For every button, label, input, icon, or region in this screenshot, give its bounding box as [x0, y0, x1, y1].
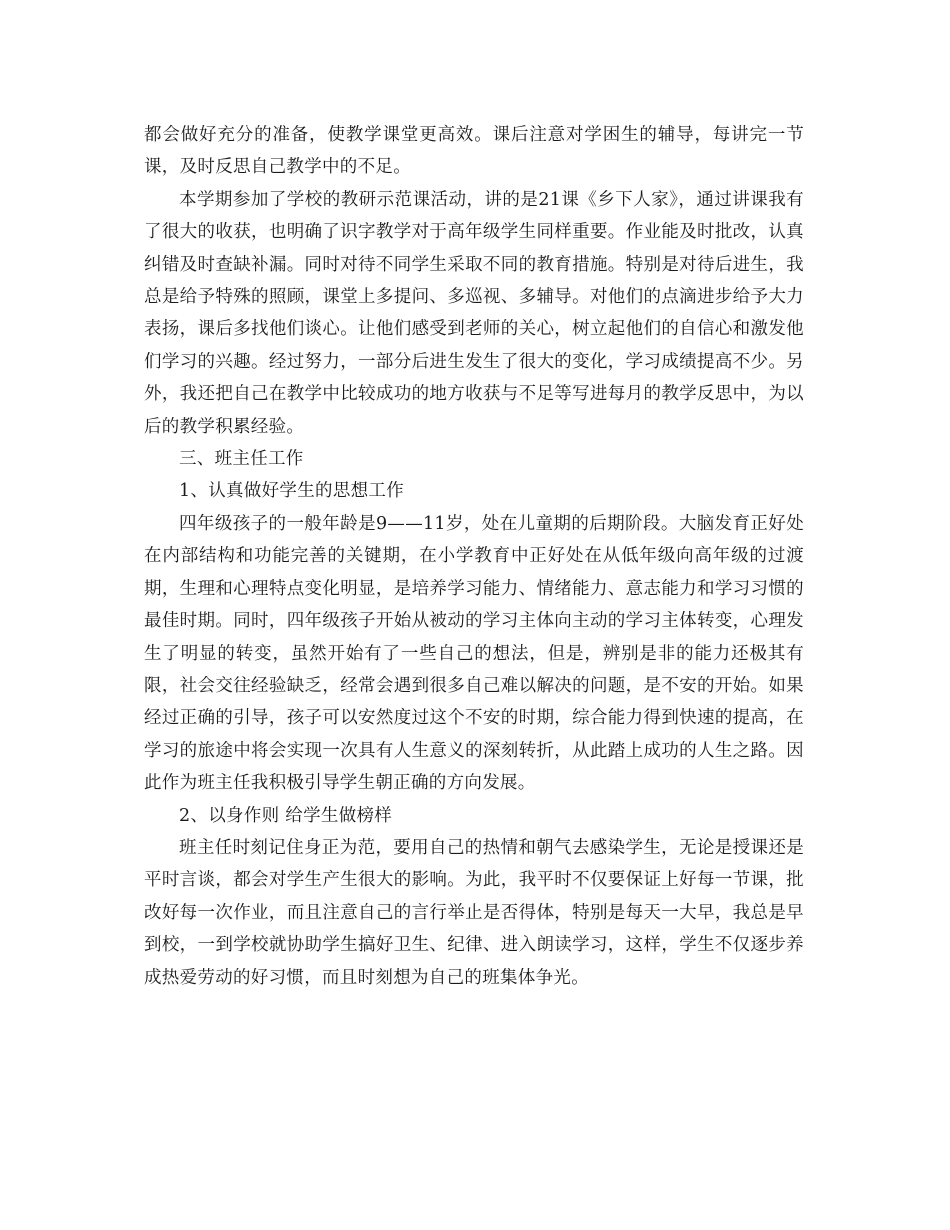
section-heading-class-teacher-work: 三、班主任工作: [179, 449, 304, 470]
subheading-lead-by-example: 2、以身作则 给学生做榜样: [179, 805, 393, 826]
paragraph-role-model: 班主任时刻记住身正为范，要用自己的热情和朝气去感染学生，无论是授课还是平时言谈，都会对学生产生很大的影响。为此，我平时不仅要保证上好每一节课，批改好每一次作业，而且注意自己的言行举止是否得体，特别是每天一大早，我总是早到校，一到学校就协助学生搞好卫生、纪律、进入朗读学习，这样，学生不仅逐步养成热爱劳动的好习惯，而且时刻想为自己的班集体争光。: [144, 837, 804, 988]
document-body: [144, 119, 804, 994]
paragraph-demonstration-lesson: 本学期参加了学校的教研示范课活动，讲的是21课《乡下人家》，通过讲课我有了很大的收获，也明确了识字教学对于高年级学生同样重要。作业能及时批改，认真纠错及时查缺补漏。同时对待不同学生采取不同的教育措施。特别是对待后进生，我总是给予特殊的照顾，课堂上多提问、多巡视、多辅导。对他们的点滴进步给予大力表扬，课后多找他们谈心。让他们感受到老师的关心，树立起他们的自信心和激发他们学习的兴趣。经过努力，一部分后进生发生了很大的变化，学习成绩提高不少。另外，我还把自己在教学中比较成功的地方收获与不足等写进每月的教学反思中，为以后的教学积累经验。: [144, 189, 804, 437]
paragraph-continued: 都会做好充分的准备，使教学课堂更高效。课后注意对学困生的辅导，每讲完一节课，及时反思自己教学中的不足。: [144, 125, 804, 178]
subheading-ideological-work: 1、认真做好学生的思想工作: [179, 481, 405, 502]
paragraph-fourth-grade-children: 四年级孩子的一般年龄是9——11岁，处在儿童期的后期阶段。大脑发育正好处在内部结构和功能完善的关键期，在小学教育中正好处在从低年级向高年级的过渡期，生理和心理特点变化明显，是培养学习能力、情绪能力、意志能力和学习习惯的最佳时期。同时，四年级孩子开始从被动的学习主体向主动的学习主体转变，心理发生了明显的转变，虽然开始有了一些自己的想法，但是，辨别是非的能力还极其有限，社会交往经验缺乏，经常会遇到很多自己难以解决的问题，是不安的开始。如果经过正确的引导，孩子可以安然度过这个不安的时期，综合能力得到快速的提高，在学习的旅途中将会实现一次具有人生意义的深刻转折，从此踏上成功的人生之路。因此作为班主任我积极引导学生朝正确的方向发展。: [144, 513, 804, 794]
